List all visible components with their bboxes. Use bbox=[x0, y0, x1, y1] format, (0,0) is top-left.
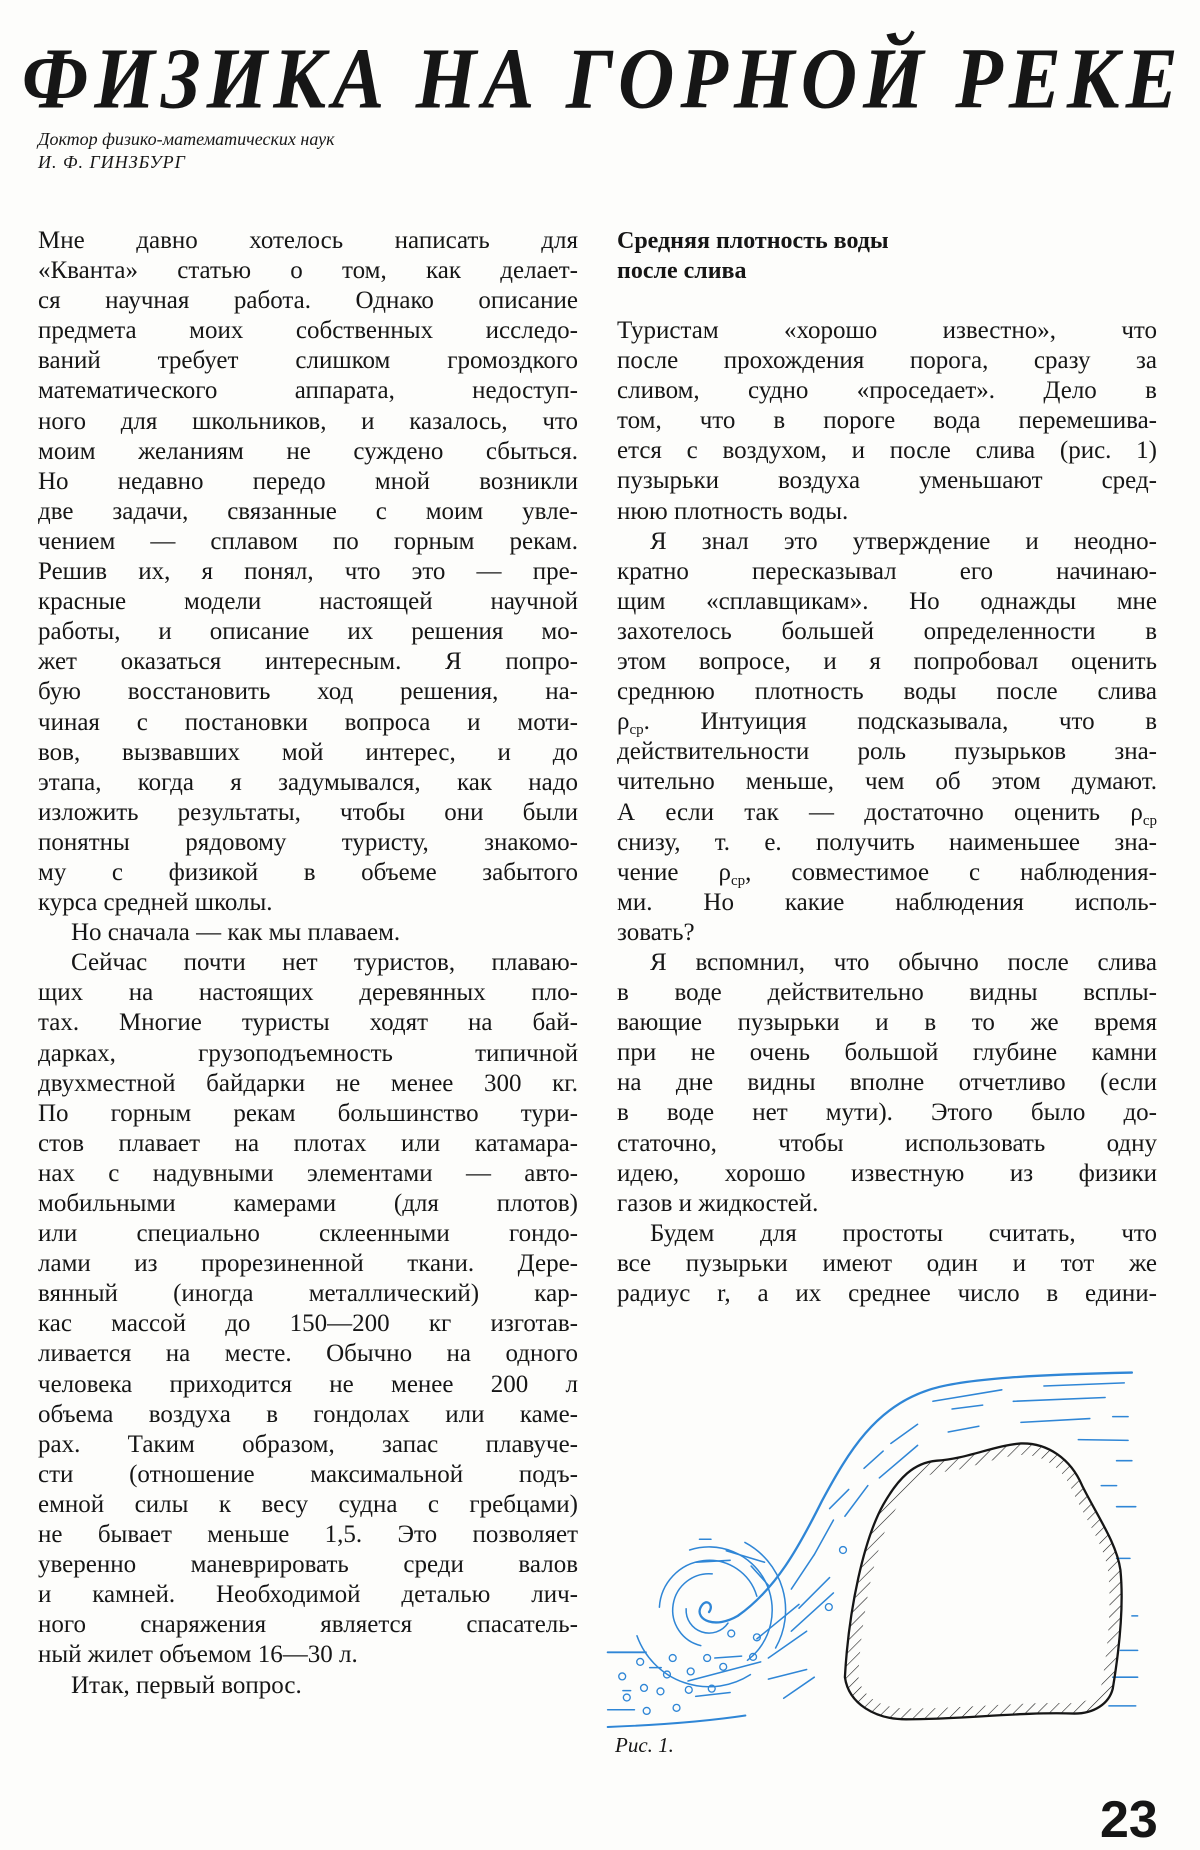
air-bubble bbox=[720, 1663, 727, 1670]
water-line bbox=[696, 1693, 730, 1697]
text-line: му с физикой в объеме забытого bbox=[38, 858, 578, 886]
water-line bbox=[1078, 1440, 1128, 1441]
text-line: Туристам «хорошо известно», что bbox=[617, 317, 1157, 344]
water-line bbox=[768, 1670, 806, 1680]
text-line: ваний требует слишком громоздкого bbox=[38, 347, 578, 375]
text-line: тах. Многие туристы ходят на бай- bbox=[38, 1009, 578, 1037]
text-line: чение $\rho_{ср}$, совместимое с наблюдения- bbox=[617, 858, 1157, 889]
water-line bbox=[891, 1424, 918, 1443]
section-heading bbox=[617, 226, 889, 286]
text-line: этапа, когда я задумывался, как надо bbox=[38, 768, 578, 796]
text-line: человека приходится не менее 200 л bbox=[38, 1370, 578, 1398]
text-line: две задачи, связанные с моим увле- bbox=[38, 497, 578, 525]
water-line bbox=[768, 1631, 806, 1658]
text-line: радиус r, а их среднее число в едини- bbox=[617, 1280, 1157, 1307]
text-line: Я вспомнил, что обычно после слива bbox=[650, 948, 1157, 976]
text-line: ми. Но какие наблюдения исполь- bbox=[617, 888, 1157, 916]
water-line bbox=[1021, 1419, 1090, 1423]
text-line: лами из прорезиненной ткани. Дере- bbox=[38, 1250, 578, 1278]
water-line bbox=[799, 1578, 830, 1609]
text-line: $\rho_{ср}$. Интуиция подсказывала, что в bbox=[617, 708, 1157, 739]
text-line: чиная с постановки вопроса и моти- bbox=[38, 708, 578, 736]
text-line: в воде нет мути). Этого было до- bbox=[617, 1099, 1157, 1127]
section-heading-line: после слива bbox=[617, 258, 747, 284]
figure-water-over-rock bbox=[600, 1340, 1200, 1827]
air-bubble bbox=[728, 1630, 735, 1637]
text-line: ного для школьников, и казалось, что bbox=[38, 407, 578, 435]
water-line bbox=[715, 1656, 742, 1658]
text-line: бую восстановить ход решения, на- bbox=[38, 678, 578, 706]
text-line: чением — сплавом по горным рекам. bbox=[38, 527, 578, 555]
water-line bbox=[751, 1566, 768, 1585]
air-bubble bbox=[673, 1704, 680, 1711]
text-line: работы, и описание их решения мо- bbox=[38, 618, 578, 646]
air-bubble bbox=[643, 1707, 650, 1714]
water-line bbox=[1044, 1383, 1124, 1386]
text-line: Будем для простоты считать, что bbox=[650, 1219, 1157, 1247]
text-line: чительно меньше, чем об этом думают. bbox=[617, 768, 1157, 796]
figure-caption: Рис. 1. bbox=[615, 1733, 674, 1757]
text-line: предмета моих собственных исследо- bbox=[38, 317, 578, 345]
text-line: уверенно маневрировать среди валов bbox=[38, 1551, 578, 1579]
text-line: вов, вызвавших мой интерес, и до bbox=[38, 738, 578, 766]
text-line: после прохождения порога, сразу за bbox=[617, 347, 1157, 375]
text-line: ся научная работа. Однако описание bbox=[38, 287, 578, 315]
water-line bbox=[700, 1373, 1132, 1623]
text-line: том, что в пороге вода перемешива- bbox=[617, 407, 1157, 435]
text-line: щих на настоящих деревянных пло- bbox=[38, 979, 578, 1007]
text-line: на дне видны вполне отчетливо (если bbox=[617, 1069, 1157, 1097]
water-line bbox=[948, 1426, 979, 1432]
text-line: вающие пузырьки и в то же время bbox=[617, 1009, 1157, 1037]
text-line: или специально склеенными гондо- bbox=[38, 1220, 578, 1248]
text-line: этом вопросе, и я попробовал оценить bbox=[617, 648, 1157, 676]
text-line: среднюю плотность воды после слива bbox=[617, 678, 1157, 706]
left-column bbox=[38, 226, 578, 1701]
text-line: кас массой до 150—200 кг изготав- bbox=[38, 1310, 578, 1338]
text-line: мобильными камерами (для плотов) bbox=[38, 1190, 578, 1217]
text-line: снизу, т. е. получить наименьшее зна- bbox=[617, 828, 1157, 856]
text-line: ливается на месте. Обычно на одного bbox=[38, 1340, 578, 1368]
text-line: ный жилет объемом 16—30 л. bbox=[38, 1641, 358, 1669]
air-bubble bbox=[619, 1673, 626, 1680]
text-line: и камней. Необходимой деталью лич- bbox=[38, 1581, 578, 1609]
water-line bbox=[830, 1489, 849, 1508]
text-line: изложить результаты, чтобы они были bbox=[38, 798, 578, 826]
air-bubble bbox=[687, 1668, 694, 1675]
text-line: объема воздуха в гондолах или каме- bbox=[38, 1400, 578, 1428]
air-bubble bbox=[669, 1655, 676, 1662]
section-heading-line: Средняя плотность воды bbox=[617, 228, 889, 254]
air-bubble bbox=[641, 1684, 648, 1691]
rock-illustration bbox=[845, 1443, 1122, 1719]
article-title: ФИЗИКА НА ГОРНОЙ РЕКЕ bbox=[22, 29, 1184, 127]
text-line: «Кванта» статью о том, как делает- bbox=[38, 257, 578, 285]
water-line bbox=[608, 1715, 746, 1726]
air-bubble bbox=[623, 1694, 630, 1701]
text-line: захотелось большей определенности в bbox=[617, 617, 1157, 645]
text-line: зовать? bbox=[617, 918, 695, 946]
text-line: идею, хорошо известную из физики bbox=[617, 1159, 1157, 1187]
text-line: ного снаряжения является спасатель- bbox=[38, 1611, 578, 1639]
text-line: курса средней школы. bbox=[38, 889, 273, 917]
text-line: действительности роль пузырьков зна- bbox=[617, 738, 1157, 766]
text-line: Итак, первый вопрос. bbox=[71, 1671, 302, 1699]
author-name: И. Ф. ГИНЗБУРГ bbox=[38, 152, 186, 172]
water-line bbox=[673, 1574, 713, 1646]
text-line: газов и жидкостей. bbox=[617, 1189, 819, 1217]
text-line: математического аппарата, недоступ- bbox=[38, 377, 578, 405]
text-line: Решив их, я понял, что это — пре- bbox=[38, 558, 578, 586]
text-line: нюю плотность воды. bbox=[617, 497, 849, 525]
water-line bbox=[688, 1662, 761, 1681]
text-line: Сейчас почти нет туристов, плаваю- bbox=[71, 949, 578, 977]
air-bubble bbox=[825, 1604, 832, 1611]
text-line: нах с надувными элементами — авто- bbox=[38, 1159, 578, 1187]
air-bubble bbox=[637, 1658, 644, 1665]
water-line bbox=[933, 1390, 1002, 1401]
text-line: рах. Таким образом, запас плавуче- bbox=[38, 1430, 578, 1458]
author-degree: Доктор физико-математических наук bbox=[38, 129, 335, 149]
water-line bbox=[864, 1451, 883, 1468]
air-bubble bbox=[840, 1547, 847, 1554]
water-line bbox=[784, 1677, 815, 1698]
text-line: жет оказаться интересным. Я попро- bbox=[38, 648, 578, 676]
page-number: 23 bbox=[1100, 1791, 1158, 1849]
air-bubble bbox=[657, 1688, 664, 1695]
text-line: не бывает меньше 1,5. Это позволяет bbox=[38, 1521, 578, 1549]
text-line: ется с воздухом, и после слива (рис. 1) bbox=[617, 437, 1157, 465]
text-line: дарках, грузоподъемность типичной bbox=[38, 1039, 578, 1067]
text-line: щим «сплавщикам». Но однажды мне bbox=[617, 587, 1157, 615]
air-bubble bbox=[704, 1655, 711, 1662]
text-line: Но недавно передо мной возникли bbox=[38, 467, 578, 495]
text-line: пузырьки воздуха уменьшают сред- bbox=[617, 467, 1157, 495]
text-line: сливом, судно «проседает». Дело в bbox=[617, 377, 1157, 405]
text-line: понятны рядовому туристу, знакомо- bbox=[38, 828, 578, 856]
text-line: в воде действительно видны всплы- bbox=[617, 979, 1157, 1007]
text-line: вянный (иногда металлический) кар- bbox=[38, 1280, 578, 1308]
air-bubble bbox=[685, 1686, 692, 1693]
text-line: емной силы к весу судна с гребцами) bbox=[38, 1490, 578, 1518]
water-line bbox=[791, 1593, 833, 1631]
text-line: стов плавает на плотах или катамара- bbox=[38, 1129, 578, 1157]
water-line bbox=[952, 1405, 983, 1409]
text-line: Я знал это утверждение и неодно- bbox=[650, 527, 1157, 555]
water-line bbox=[791, 1555, 814, 1589]
text-line: моим желаниям не суждено сбыться. bbox=[38, 437, 578, 465]
text-line: все пузырьки имеют один и тот же bbox=[617, 1249, 1157, 1277]
text-line: По горным рекам большинство тури- bbox=[38, 1099, 578, 1127]
water-line bbox=[757, 1604, 799, 1638]
text-line: сти (отношение максимальной подъ- bbox=[38, 1460, 578, 1488]
text-line: кратно пересказывал его начинаю- bbox=[617, 557, 1157, 585]
byline bbox=[38, 128, 335, 174]
text-line: Мне давно хотелось написать для bbox=[38, 227, 578, 254]
text-line: статочно, чтобы использовать одну bbox=[617, 1129, 1157, 1157]
text-line: А если так — достаточно оценить $\rho_{ср}$ bbox=[617, 798, 1157, 829]
text-line: при не очень большой глубине камни bbox=[617, 1039, 1157, 1067]
text-line: двухместной байдарки не менее 300 кг. bbox=[38, 1069, 578, 1097]
right-column bbox=[617, 316, 1157, 1309]
water-line bbox=[1013, 1397, 1105, 1401]
text-line: красные модели настоящей научной bbox=[38, 588, 578, 616]
water-line bbox=[814, 1520, 833, 1554]
text-line: Но сначала — как мы плаваем. bbox=[71, 919, 401, 947]
